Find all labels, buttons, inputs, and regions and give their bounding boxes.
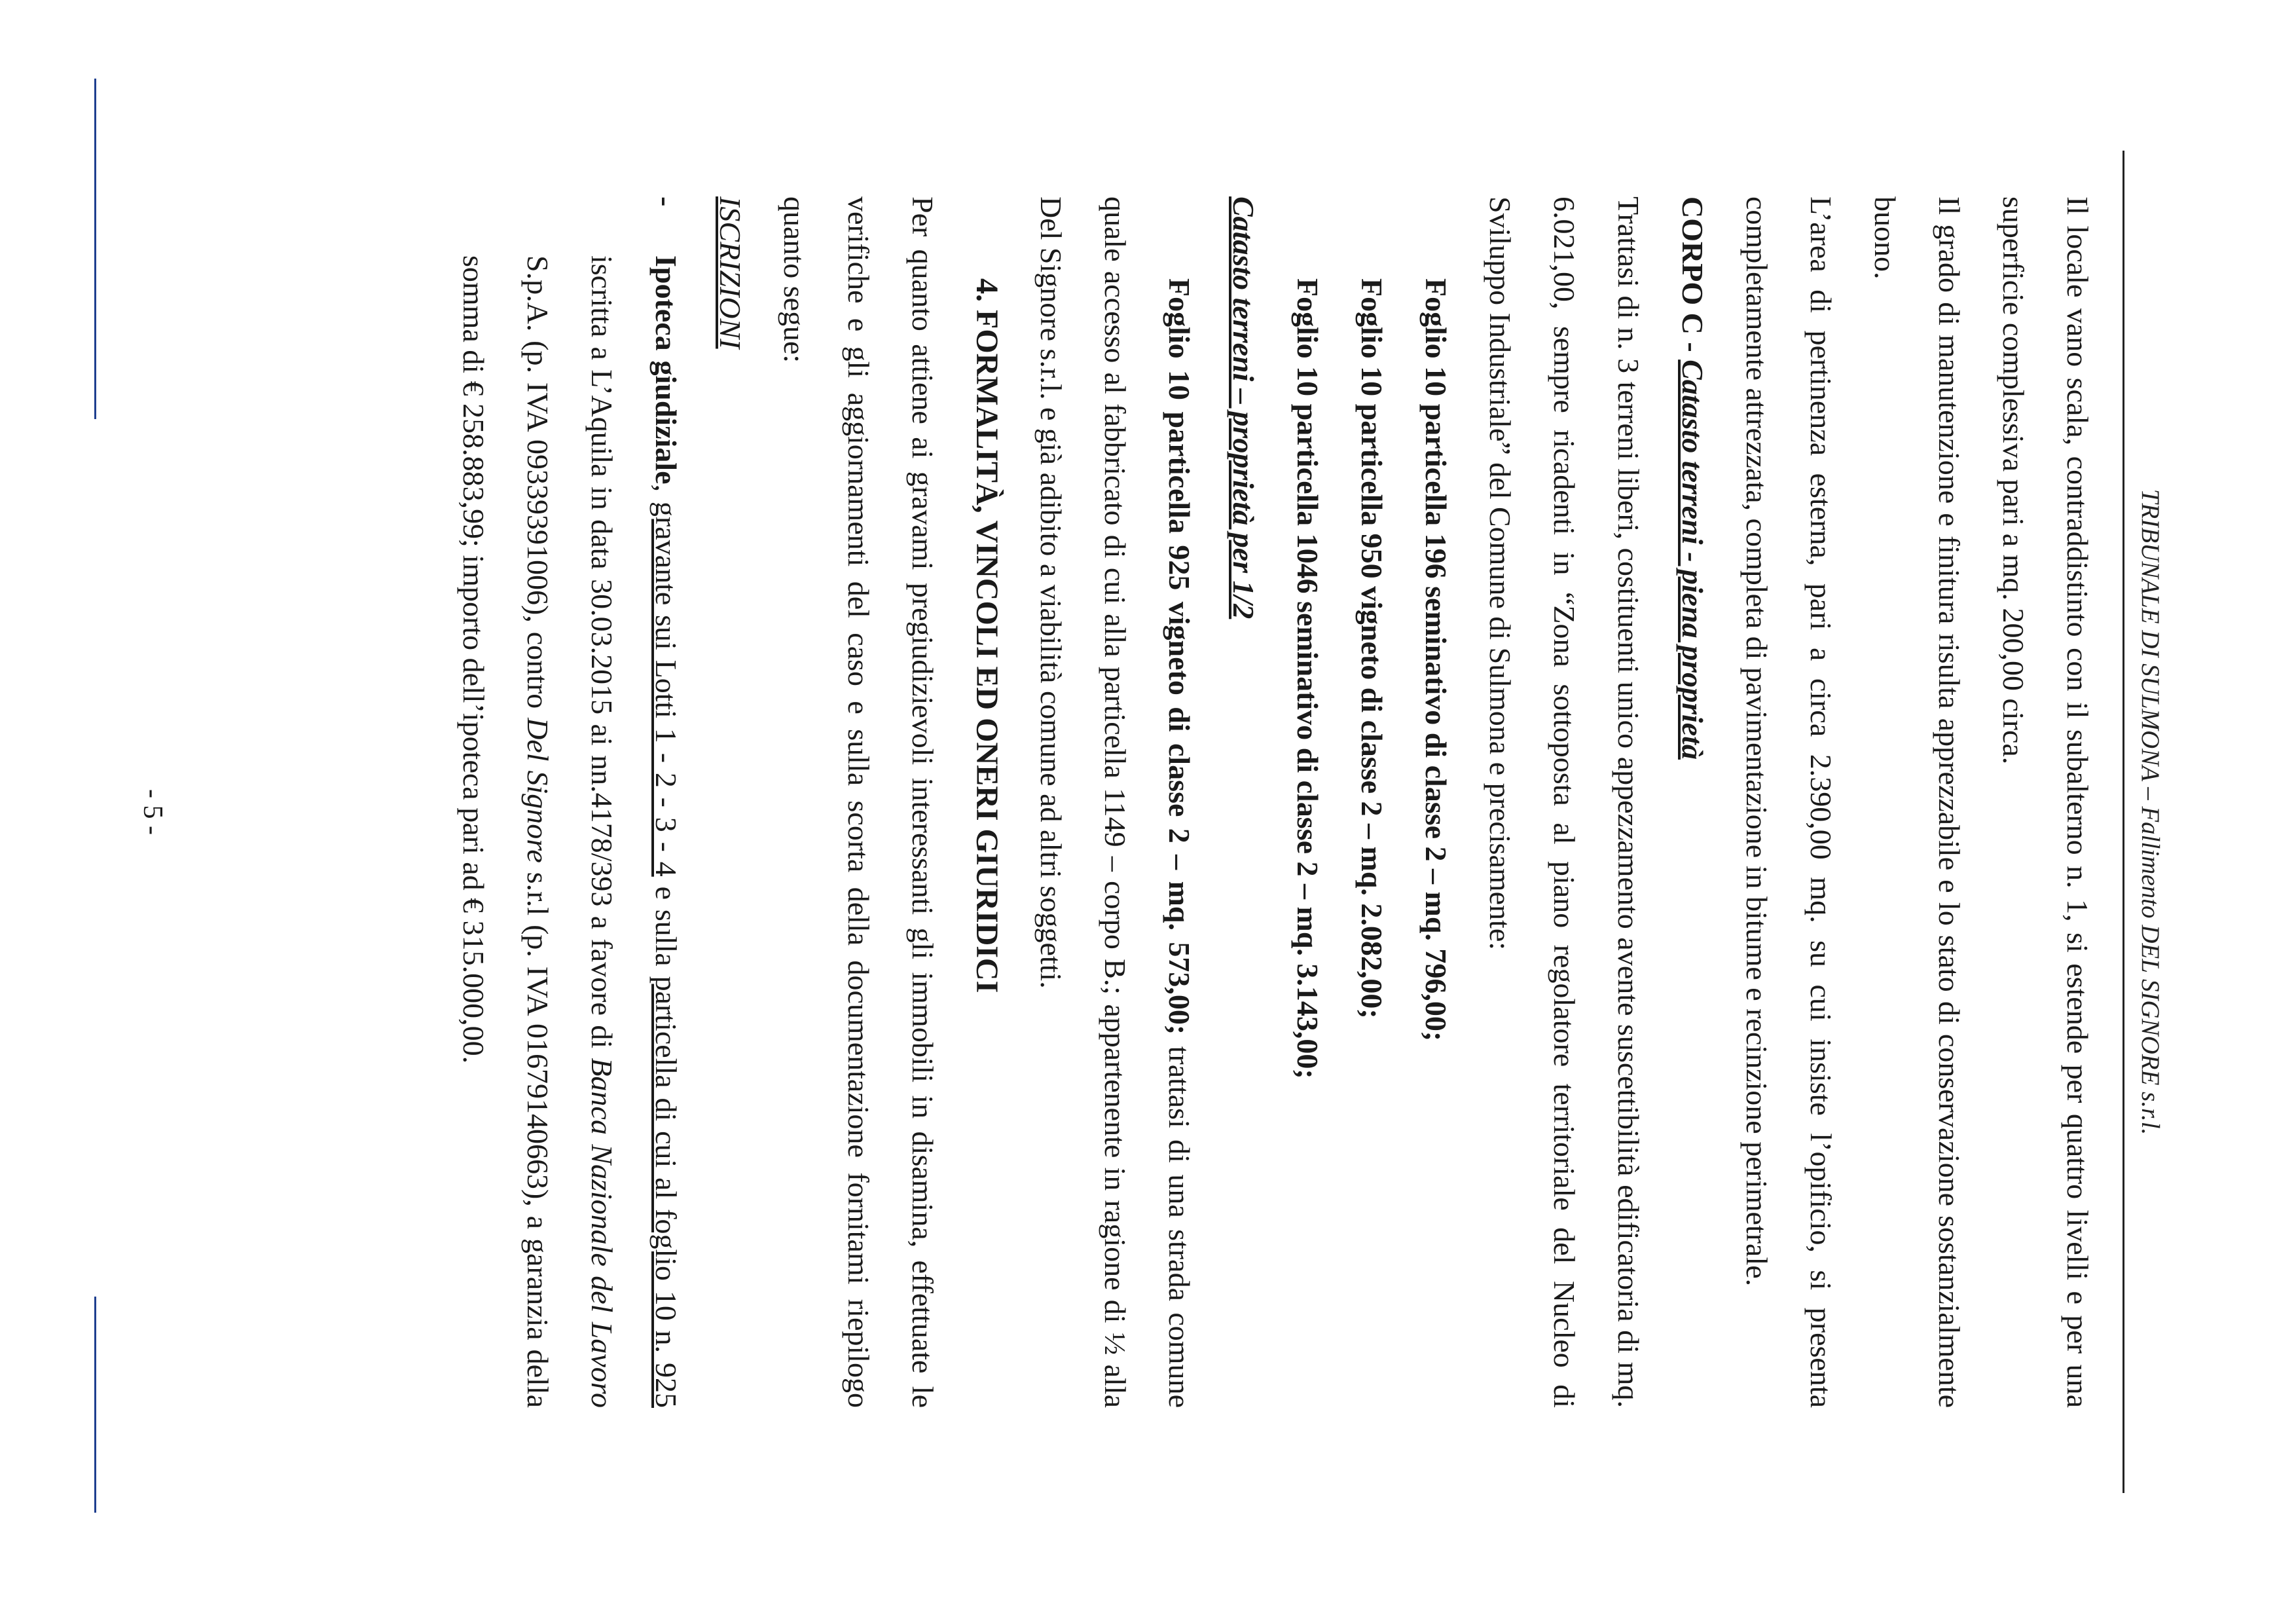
header-rule — [2123, 151, 2124, 1493]
left-margin-rule — [94, 79, 96, 419]
text-run: e sulla — [649, 876, 683, 976]
half-ownership-heading: Catasto terreni – proprietà per 1/2 — [1227, 196, 1260, 619]
parcel-925-description: trattasi di una strada comune quale accesso al fabbricato di cui alla particella 1149 – corpo B.; appartenente in ragione di ½ alla Del Signore s.r.l. e già adibito a viabilità comune ad altri soggetti. — [1034, 196, 1196, 1408]
parcel-950: Foglio 10 particella 950 vigneto di classe 2 – mq. 2.082,00; — [1355, 278, 1389, 1019]
right-margin-rule — [94, 1297, 96, 1513]
running-header: TRIBUNALE DI SULMONA – Fallimento DEL SIGNORE s.r.l. — [2136, 489, 2164, 1135]
text-run: S.p.A. (p. IVA 09339391006), contro — [521, 255, 555, 718]
corpo-c-description: Trattasi di n. 3 terreni liberi, costituenti unico appezzamento avente suscettibilità edificatoria di mq. 6.021,00, sempre ricadenti in “Zona sottoposta al piano regolatore territoriale del Nucleo di Sviluppo Industriale” del Comune di Sulmona e precisamente: — [1484, 196, 1645, 1408]
mortgage-label: Ipoteca giudiziale — [649, 255, 683, 485]
section-4-title: 4. FORMALITÀ, VINCOLI ED ONERI GIURIDICI — [970, 278, 1004, 993]
debtor-name: Del Signore — [521, 718, 555, 863]
section-4-intro: Per quanto attiene ai gravami pregiudizievoli interessanti gli immobili in disamina, effettuate le verifiche e gli aggiornamenti del caso e sulla scorta della documentazione fornitami riepilogo quanto segue: — [778, 196, 939, 1408]
parcel-reference: particella di cui al foglio 10 n. 925 — [649, 976, 683, 1408]
bank-name: Banca Nazionale del Lavoro — [585, 1058, 619, 1408]
paragraph-stairwell: Il locale vano scala, contraddistinto con il subalterno n. 1, si estende per quattro livelli e per una superficie complessiva pari a mq. 200,00 circa. — [1997, 196, 2094, 1408]
corpo-c-title: Catasto terreni - piena proprietà — [1676, 360, 1709, 760]
paragraph-maintenance: Il grado di manutenzione e finitura risulta apprezzabile e lo stato di conservazione sostanzialmente buono. — [1868, 196, 1966, 1408]
parcel-196: Foglio 10 particella 196 seminativo di classe 2 – mq. 796,00; — [1419, 278, 1453, 1042]
parcel-925: Foglio 10 particella 925 vigneto di classe 2 – mq. 573,00; — [1163, 278, 1196, 1035]
text-run: s.r.l (p. IVA 01679140663), a garanzia della somma di € 258.883,99; importo dell’ipoteca pari ad € 315.000,00. — [457, 255, 555, 1409]
parcel-1046: Foglio 10 particella 1046 seminativo di classe 2 – mq. 3.143,00; — [1291, 278, 1324, 1079]
corpo-c-label: CORPO C - — [1676, 196, 1709, 352]
iscrizioni-heading: ISCRIZIONI — [714, 196, 747, 349]
lots-reference: gravante sui Lotti 1 - 2 - 3 - 4 — [649, 501, 683, 877]
text-run: iscritta a L’Aquila in data 30.03.2015 ai nn.4178/393 a favore di — [585, 255, 619, 1058]
corpo-c-heading — [1660, 196, 1724, 1408]
bullet-dash: - — [649, 196, 683, 207]
document-body — [441, 196, 2109, 1408]
page-number: - 5 - — [137, 789, 168, 835]
list-item — [441, 196, 698, 1408]
parcel-925-paragraph — [1019, 196, 1211, 1408]
text-run: , — [649, 484, 683, 502]
paragraph-external-area: L’area di pertinenza esterna, pari a circa 2.390,00 mq. su cui insiste l’opificio, si presenta completamente attrezzata, completa di pavimentazione in bitume e recinzione perimetrale. — [1740, 196, 1838, 1408]
